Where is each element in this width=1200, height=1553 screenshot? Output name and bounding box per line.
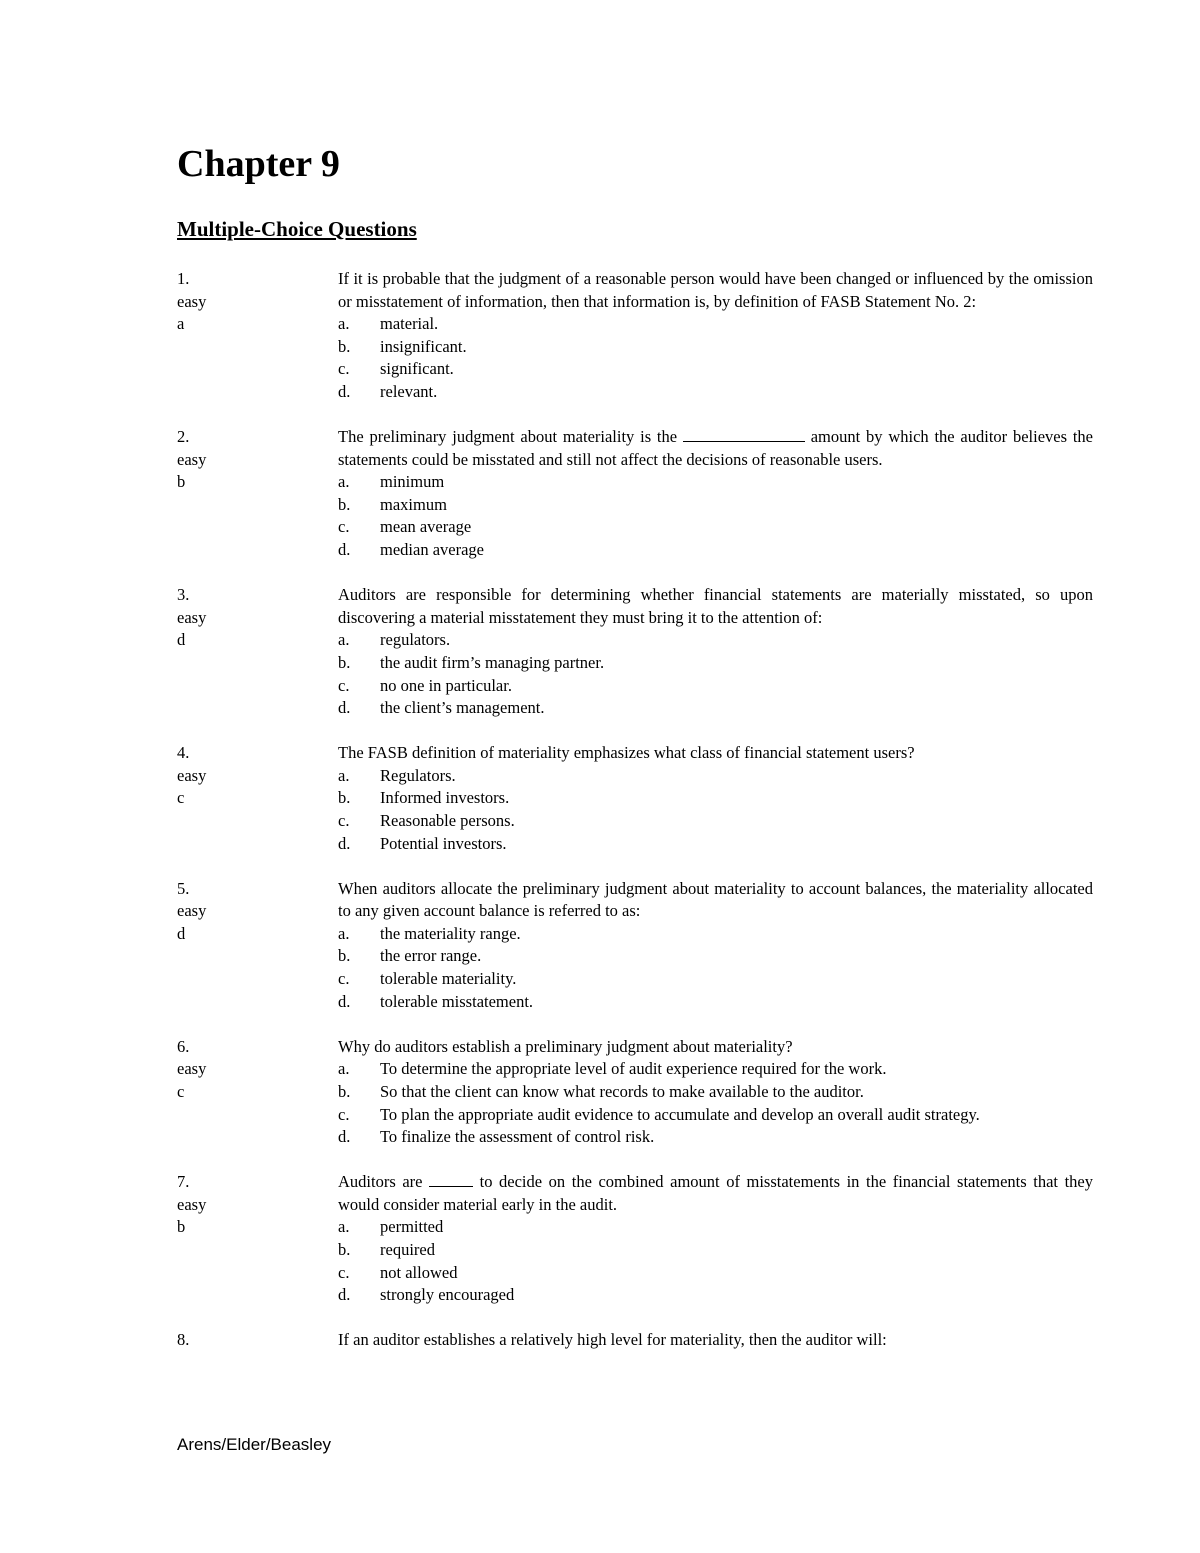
question-stem: Auditors are responsible for determining whether financial statements are materially misstated, so upon discovering a material misstatement they must bring it to the attention of: bbox=[338, 585, 1093, 627]
option-text: the audit firm’s managing partner. bbox=[380, 652, 605, 672]
answer-option bbox=[338, 1104, 1093, 1127]
answer-option bbox=[338, 833, 1093, 856]
answer-option bbox=[338, 1081, 1093, 1104]
option-letter: a. bbox=[338, 1217, 350, 1237]
option-text: maximum bbox=[380, 494, 447, 514]
question-difficulty: easy bbox=[177, 1059, 207, 1079]
question-body bbox=[338, 268, 1093, 404]
answer-option bbox=[338, 1262, 1093, 1285]
option-letter: c. bbox=[338, 675, 350, 695]
option-letter: a. bbox=[338, 765, 350, 785]
option-text: Informed investors. bbox=[380, 788, 510, 808]
option-letter: a. bbox=[338, 630, 350, 650]
option-text: regulators. bbox=[380, 630, 451, 650]
question-meta bbox=[177, 426, 297, 494]
question-meta bbox=[177, 742, 297, 810]
question-8 bbox=[0, 1329, 1200, 1352]
option-letter: c. bbox=[338, 969, 350, 989]
question-number: 5. bbox=[177, 878, 190, 898]
question-body bbox=[338, 742, 1093, 855]
answer-option bbox=[338, 629, 1093, 652]
answer-option bbox=[338, 991, 1093, 1014]
option-letter: b. bbox=[338, 652, 351, 672]
question-meta bbox=[177, 1036, 297, 1104]
answer-option bbox=[338, 471, 1093, 494]
option-text: no one in particular. bbox=[380, 675, 512, 695]
question-body bbox=[338, 1329, 1093, 1352]
question-meta bbox=[177, 268, 297, 336]
question-meta bbox=[177, 878, 297, 946]
question-body bbox=[338, 1036, 1093, 1149]
question-2 bbox=[0, 426, 1200, 562]
option-letter: d. bbox=[338, 833, 351, 853]
fill-in-blank bbox=[429, 1172, 473, 1187]
question-number: 6. bbox=[177, 1036, 190, 1056]
question-answer: a bbox=[177, 314, 185, 334]
page-footer: Arens/Elder/Beasley bbox=[177, 1435, 332, 1454]
answer-option bbox=[338, 358, 1093, 381]
stem-before-blank: The preliminary judgment about materiality is the bbox=[338, 427, 678, 447]
answer-option bbox=[338, 652, 1093, 675]
question-5 bbox=[0, 878, 1200, 1014]
question-stem: The FASB definition of materiality emphasizes what class of financial statement users? bbox=[338, 743, 915, 763]
chapter-title: Chapter 9 bbox=[177, 143, 340, 185]
answer-option bbox=[338, 494, 1093, 517]
option-text: To plan the appropriate audit evidence to accumulate and develop an overall audit strategy. bbox=[380, 1104, 980, 1124]
question-meta bbox=[177, 1171, 297, 1239]
option-text: median average bbox=[380, 540, 484, 560]
fill-in-blank bbox=[683, 427, 805, 442]
option-letter: d. bbox=[338, 1285, 351, 1305]
stem-before-blank: Auditors are bbox=[338, 1172, 423, 1192]
question-body bbox=[338, 584, 1093, 720]
question-difficulty: easy bbox=[177, 765, 207, 785]
answer-option bbox=[338, 539, 1093, 562]
question-number: 3. bbox=[177, 585, 190, 605]
question-number: 7. bbox=[177, 1172, 190, 1192]
option-text: To determine the appropriate level of audit experience required for the work. bbox=[380, 1059, 887, 1079]
question-body bbox=[338, 1171, 1093, 1307]
option-letter: d. bbox=[338, 381, 351, 401]
option-letter: a. bbox=[338, 1059, 350, 1079]
question-stem: If an auditor establishes a relatively high level for materiality, then the auditor will: bbox=[338, 1330, 887, 1350]
answer-option bbox=[338, 1284, 1093, 1307]
option-text: required bbox=[380, 1239, 435, 1259]
question-3 bbox=[0, 584, 1200, 720]
option-letter: b. bbox=[338, 1081, 351, 1101]
option-letter: d. bbox=[338, 991, 351, 1011]
option-text: the materiality range. bbox=[380, 923, 521, 943]
answer-option bbox=[338, 336, 1093, 359]
question-stem: When auditors allocate the preliminary judgment about materiality to account balances, the materiality allocated to any given account balance is referred to as: bbox=[338, 878, 1093, 921]
option-letter: b. bbox=[338, 494, 351, 514]
question-number: 8. bbox=[177, 1330, 190, 1350]
option-letter: c. bbox=[338, 1262, 350, 1282]
answer-option bbox=[338, 381, 1093, 404]
question-stem: If it is probable that the judgment of a reasonable person would have been changed or influenced by the omission or misstatement of information, then that information is, by definition of FASB Statement No. 2: bbox=[338, 269, 1093, 311]
answer-option bbox=[338, 516, 1093, 539]
question-difficulty: easy bbox=[177, 607, 207, 627]
answer-option bbox=[338, 787, 1093, 810]
option-text: insignificant. bbox=[380, 336, 467, 356]
answer-option bbox=[338, 923, 1093, 946]
answer-option bbox=[338, 968, 1093, 991]
option-letter: a. bbox=[338, 472, 350, 492]
option-letter: c. bbox=[338, 359, 350, 379]
option-text: Potential investors. bbox=[380, 833, 507, 853]
answer-option bbox=[338, 945, 1093, 968]
question-answer: b bbox=[177, 472, 186, 492]
option-text: relevant. bbox=[380, 381, 438, 401]
option-letter: c. bbox=[338, 517, 350, 537]
answer-option bbox=[338, 1058, 1093, 1081]
option-letter: d. bbox=[338, 698, 351, 718]
option-text: To finalize the assessment of control risk. bbox=[380, 1127, 655, 1147]
option-text: Reasonable persons. bbox=[380, 810, 515, 830]
question-list bbox=[0, 268, 1200, 1374]
stem-after-blank: to decide on the combined amount of misstatements in the financial statements that they would consider material early in the audit. bbox=[338, 1172, 1093, 1214]
option-letter: b. bbox=[338, 336, 351, 356]
option-letter: b. bbox=[338, 788, 351, 808]
question-body bbox=[338, 878, 1093, 1014]
question-number: 4. bbox=[177, 743, 190, 763]
option-text: permitted bbox=[380, 1217, 444, 1237]
question-stem bbox=[338, 426, 1093, 471]
question-1 bbox=[0, 268, 1200, 404]
section-heading: Multiple-Choice Questions bbox=[177, 217, 417, 241]
option-letter: b. bbox=[338, 1239, 351, 1259]
option-text: not allowed bbox=[380, 1262, 458, 1282]
option-letter: c. bbox=[338, 810, 350, 830]
question-meta bbox=[177, 584, 297, 652]
answer-option bbox=[338, 675, 1093, 698]
option-letter: a. bbox=[338, 314, 350, 334]
question-body bbox=[338, 426, 1093, 562]
question-stem: Why do auditors establish a preliminary judgment about materiality? bbox=[338, 1036, 793, 1056]
question-answer: d bbox=[177, 923, 186, 943]
answer-option bbox=[338, 313, 1093, 336]
stem-after-blank: amount by which the auditor believes the statements could be misstated and still not affect the decisions of reasonable users. bbox=[338, 427, 1093, 469]
question-difficulty: easy bbox=[177, 1194, 207, 1214]
question-number: 1. bbox=[177, 269, 190, 288]
option-letter: a. bbox=[338, 923, 350, 943]
question-7 bbox=[0, 1171, 1200, 1307]
question-difficulty: easy bbox=[177, 449, 207, 469]
option-letter: b. bbox=[338, 946, 351, 966]
question-answer: c bbox=[177, 1081, 185, 1101]
question-answer: c bbox=[177, 788, 185, 808]
option-letter: d. bbox=[338, 1127, 351, 1147]
option-text: minimum bbox=[380, 472, 445, 492]
question-meta bbox=[177, 1329, 297, 1352]
option-text: So that the client can know what records to make available to the auditor. bbox=[380, 1081, 864, 1101]
option-text: significant. bbox=[380, 359, 454, 379]
option-text: tolerable misstatement. bbox=[380, 991, 534, 1011]
question-6 bbox=[0, 1036, 1200, 1149]
answer-option bbox=[338, 697, 1093, 720]
answer-option bbox=[338, 765, 1093, 788]
option-letter: c. bbox=[338, 1104, 350, 1124]
question-difficulty: easy bbox=[177, 901, 207, 921]
option-text: Regulators. bbox=[380, 765, 456, 785]
question-answer: d bbox=[177, 630, 186, 650]
option-text: strongly encouraged bbox=[380, 1285, 515, 1305]
answer-option bbox=[338, 810, 1093, 833]
option-text: the error range. bbox=[380, 946, 482, 966]
option-text: the client’s management. bbox=[380, 698, 545, 718]
question-answer: b bbox=[177, 1217, 186, 1237]
answer-option bbox=[338, 1216, 1093, 1239]
question-number: 2. bbox=[177, 427, 190, 447]
question-4 bbox=[0, 742, 1200, 855]
option-letter: d. bbox=[338, 540, 351, 560]
answer-option bbox=[338, 1239, 1093, 1262]
option-text: tolerable materiality. bbox=[380, 969, 517, 989]
option-text: mean average bbox=[380, 517, 472, 537]
answer-option bbox=[338, 1126, 1093, 1149]
option-text: material. bbox=[380, 314, 439, 334]
question-stem bbox=[338, 1171, 1093, 1216]
question-difficulty: easy bbox=[177, 291, 207, 311]
